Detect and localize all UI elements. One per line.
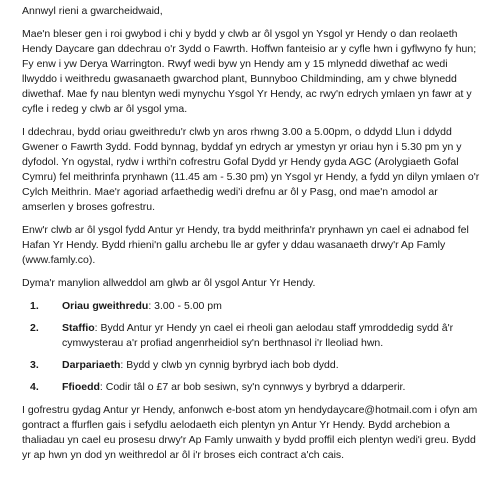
list-number: 2. (30, 322, 39, 334)
list-number: 3. (30, 359, 39, 371)
list-item (22, 299, 480, 314)
hours-paragraph: I ddechrau, bydd oriau gweithredu'r clwb yn aros rhwng 3.00 a 5.00pm, o ddydd Llun i ddydd Gwener o Fawrth 3ydd. Fodd bynnag, byddaf yn edrych ar ymestyn yr oriau hyn i 5.30 pm yn y dyfodol. Yn ogystal, rydw i wrthi'n cofrestru Gofal Dydd yr Hendy gyda AGC (Arolygiaeth Gofal Cymru) fel meithrinfa prynhawn (11.45 am - 5.30 pm) yn Ysgol yr Hendy, a fydd yn dilyn ymlaen o'r Cylch Meithrin. Mae'r agoriad arfaethedig wedi'i drefnu ar ôl y Pasg, ond mae'n amodol ar amserlen y broses gofrestru. (22, 126, 480, 213)
list-text (62, 380, 480, 395)
list-item (22, 358, 480, 373)
list-text (62, 358, 480, 373)
list-description: : Bydd Antur yr Hendy yn cael ei rheoli gan aelodau staff ymroddedig sydd â'r cymwysterau a'r profiad angenrheidiol sy'n berthnasol i'r lleoliad hwn. (62, 322, 454, 349)
list-term: Darpariaeth (62, 359, 121, 371)
list-item (22, 380, 480, 395)
list-term: Oriau gweithredu (62, 300, 149, 312)
list-term: Staffio (62, 322, 95, 334)
details-intro: Dyma'r manylion allweddol am glwb ar ôl ysgol Antur Yr Hendy. (22, 277, 316, 289)
list-term: Ffioedd (62, 381, 100, 393)
list-item (22, 321, 480, 351)
closing-paragraph: I gofrestru gydag Antur yr Hendy, anfonwch e-bost atom yn hendydaycare@hotmail.com i ofyn am gontract a ffurflen gais i sefydlu aelodaeth eich plentyn yn Antur Yr Hendy. Bydd archebion a thaliadau yn cael eu prosesu drwy'r Ap Famly unwaith y bydd proffil eich plentyn wedi'i greu. Bydd yr ap hwn yn dod yn weithredol ar ôl i'r broses eich contract a'ch cais. (22, 404, 478, 461)
details-list (22, 299, 480, 395)
intro-paragraph: Mae'n bleser gen i roi gwybod i chi y bydd y clwb ar ôl ysgol yn Ysgol yr Hendy o dan reolaeth Hendy Daycare gan ddechrau o'r 3ydd o Fawrth. Hoffwn fanteisio ar y cyfle hwn i gyflwyno fy hun; Fy enw i yw Derya Warrington. Rwyf wedi byw yn Hendy am y 15 mlynedd diwethaf ac wedi llwyddo i weithredu gwasanaeth gwarchod plant, Bunnyboo Childminding, am y chwe blynedd diwethaf. Mae fy nau blentyn wedi mynychu Ysgol Yr Hendy, ac rwy'n edrych ymlaen yn fawr at y cyfle i redeg y clwb ar ôl ysgol yma. (22, 28, 477, 115)
list-number: 1. (30, 300, 39, 312)
list-text (62, 299, 480, 314)
list-description: : Bydd y clwb yn cynnig byrbryd iach bob dydd. (120, 359, 339, 371)
club-name-paragraph: Enw'r clwb ar ôl ysgol fydd Antur yr Hendy, tra bydd meithrinfa'r prynhawn yn cael ei adnabod fel Hafan Yr Hendy. Bydd rhieni'n gallu archebu lle ar gyfer y ddau wasanaeth drwy'r Ap Famly (www.famly.co). (22, 224, 469, 266)
greeting: Annwyl rieni a gwarcheidwaid, (22, 5, 163, 17)
list-description: : 3.00 - 5.00 pm (148, 300, 222, 312)
list-description: : Codir tâl o £7 ar bob sesiwn, sy'n cynnwys y byrbryd a ddarperir. (99, 381, 406, 393)
list-number: 4. (30, 381, 39, 393)
list-text (62, 321, 480, 351)
